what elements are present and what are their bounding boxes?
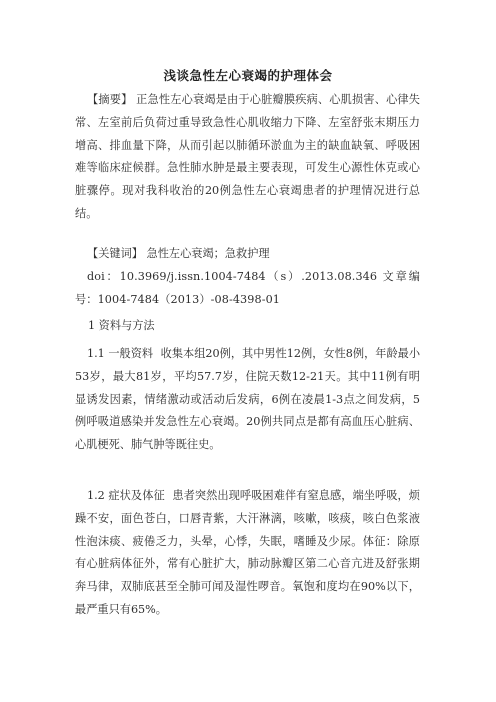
abstract-label: 【摘要】 [87, 93, 133, 106]
doi-line: doi：10.3969/j.issn.1004-7484（s）.2013.08.346 文章编号：1004-7484（2013）-08-4398-01 [75, 270, 420, 306]
section-1-1-paragraph [75, 343, 420, 457]
section-1-2-text: 患者突然出现呼吸困难伴有窒息感，端坐呼吸，烦躁不安，面色苍白，口唇青紫，大汗淋漓，咳嗽，咳痰，咳白色浆液性泡沫痰、疲倦乏力，头晕，心悸，失眠，嗜睡及少尿。体征：除原有心脏病体征外，常有心脏扩大，肺动脉瓣区第二心音亢进及舒张期奔马律，双肺底甚至全肺可闻及湿性啰音。氧饱和度均在90%以下，最严重只有65%。 [75, 489, 420, 616]
keywords-paragraph [75, 243, 420, 266]
section-1-1-text: 收集本组20例，其中男性12例，女性8例，年龄最小53岁，最大81岁，平均57.7岁，住院天数12-21天。其中11例有明显诱发因素，情绪激动或活动后发病，6例在凌晨1-3点之间发病，5例呼吸道感染并发急性左心衰竭。20例共同点是都有高血压心脏病、心肌梗死、肺气肿等既往史。 [75, 347, 421, 452]
keywords-label: 【关键词】 [87, 247, 143, 260]
section-1-1-label: 1.1 一般资料 [87, 347, 154, 360]
section-1-2-label: 1.2 症状及体征 [87, 489, 165, 502]
document-title: 浅谈急性左心衰竭的护理体会 [163, 68, 333, 83]
abstract-text: 正急性左心衰竭是由于心脏瓣膜疾病、心肌损害、心律失常、左室前后负荷过重导致急性心肌收缩力下降、左室舒张末期压力增高、排血量下降，从而引起以肺循环淤血为主的缺血缺氧、呼吸困难等临床症候群。急性肺水肿是最主要表现，可发生心源性休克或心脏骤停。现对我科收治的20例急性左心衰竭患者的护理情况进行总结。 [75, 93, 420, 220]
abstract-paragraph [75, 89, 420, 226]
keywords-text: 急性左心衰竭；急救护理 [146, 247, 270, 260]
section-1-heading: 1 资料与方法 [88, 319, 155, 332]
section-1-2-paragraph [75, 485, 420, 622]
